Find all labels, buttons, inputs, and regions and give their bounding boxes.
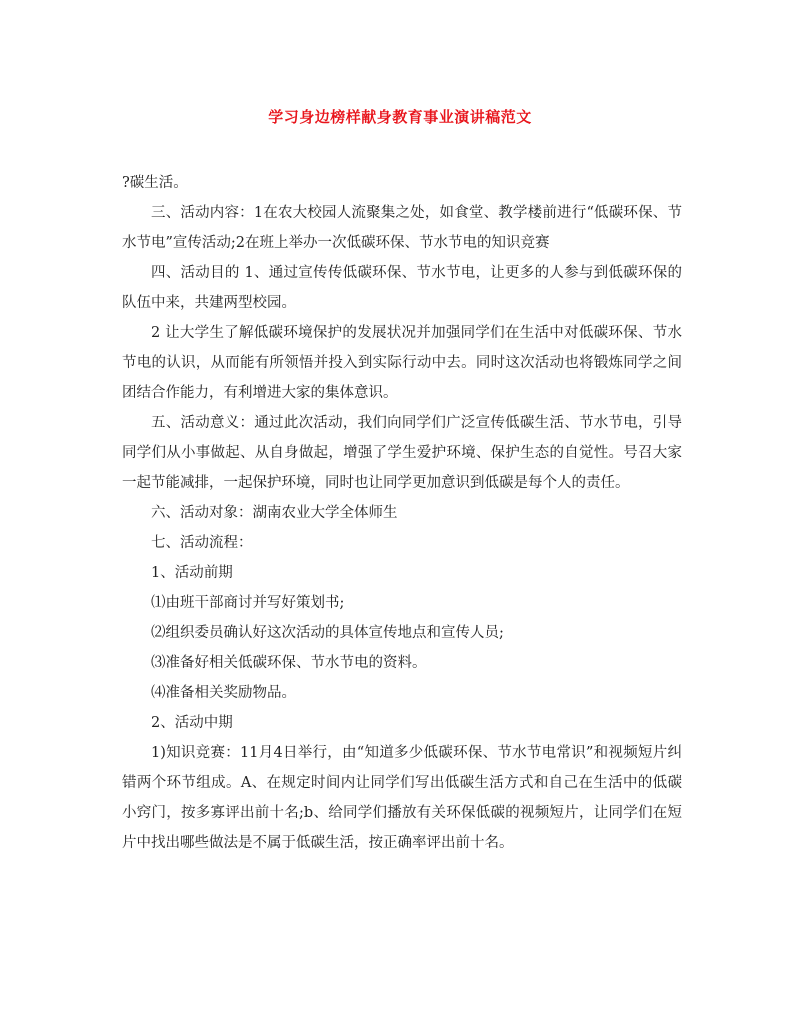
- paragraph: 1、活动前期: [151, 565, 233, 581]
- paragraph: ⑵组织委员确认好这次活动的具体宣传地点和宣传人员;: [151, 625, 504, 641]
- paragraph: 2 让大学生了解低碳环境保护的发展状况并加强同学们在生活中对低碳环保、节水节电的认识，从而能有所领悟并投入到实际行动中去。同时这次活动也将锻炼同学之间团结合作能力，有利增进大家的集体意识。: [122, 325, 682, 401]
- paragraph: 1)知识竞赛：11月4日举行，由“知道多少低碳环保、节水节电常识”和视频短片纠错两个环节组成。A、在规定时间内让同学们写出低碳生活方式和自己在生活中的低碳小窍门，按多寡评出前十名;b、给同学们播放有关环保低碳的视频短片，让同学们在短片中找出哪些做法是不属于低碳生活，按正确率评出前十名。: [122, 745, 682, 851]
- paragraph: ?碳生活。: [122, 175, 188, 191]
- paragraph: 六、活动对象：湖南农业大学全体师生: [151, 505, 398, 521]
- document-title: 学习身边榜样献身教育事业演讲稿范文: [268, 108, 532, 126]
- paragraph: 七、活动流程：: [151, 535, 253, 551]
- paragraph: ⑷准备相关奖励物品。: [151, 685, 296, 701]
- paragraph: 五、活动意义：通过此次活动，我们向同学们广泛宣传低碳生活、节水节电，引导同学们从小事做起、从自身做起，增强了学生爱护环境、保护生态的自觉性。号召大家一起节能减排，一起保护环境，同时也让同学更加意识到低碳是每个人的责任。: [122, 415, 682, 491]
- paragraph: 三、活动内容：1在农大校园人流聚集之处，如食堂、教学楼前进行“低碳环保、节水节电”宣传活动;2在班上举办一次低碳环保、节水节电的知识竞赛: [122, 205, 682, 251]
- paragraph: 2、活动中期: [151, 715, 233, 731]
- paragraph: ⑶准备好相关低碳环保、节水节电的资料。: [151, 655, 427, 671]
- paragraph: 四、活动目的 1、通过宣传传低碳环保、节水节电，让更多的人参与到低碳环保的队伍中来，共建两型校园。: [122, 265, 682, 311]
- paragraph: ⑴由班干部商讨并写好策划书;: [151, 595, 345, 611]
- document-body: [122, 168, 682, 858]
